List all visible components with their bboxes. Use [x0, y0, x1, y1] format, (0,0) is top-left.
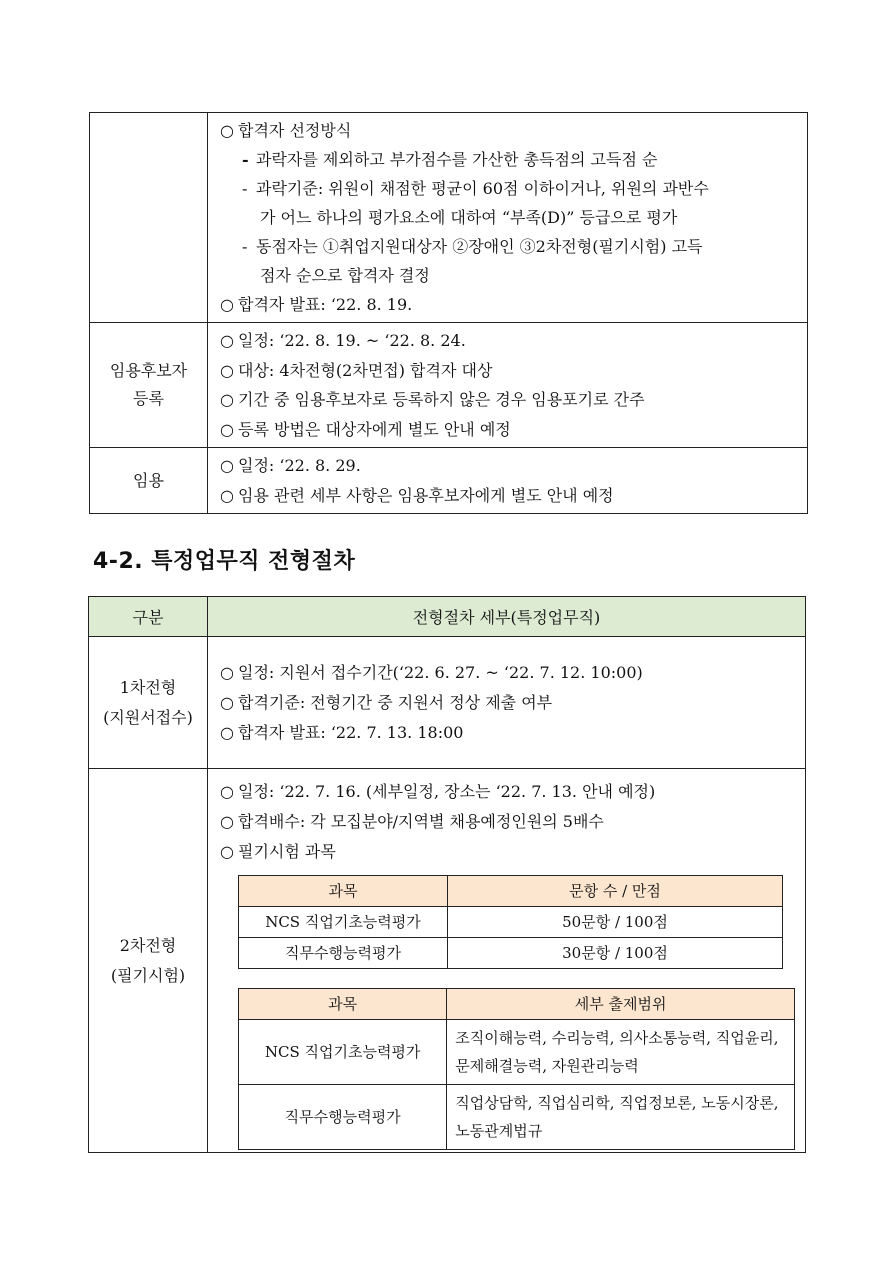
- circle-bullet-icon: ○: [220, 782, 234, 801]
- table-row: [239, 1085, 795, 1150]
- table-row: [239, 938, 783, 969]
- row-label-empty: [90, 113, 208, 323]
- header-detail: 전형절차 세부(특정업무직): [208, 597, 806, 637]
- header-subject: 과목: [239, 989, 447, 1020]
- row-content: [208, 448, 808, 514]
- subject-cell: NCS 직업기초능력평가: [239, 1020, 447, 1085]
- list-item: ○ 필기시험 과목: [220, 837, 795, 867]
- scope-cell: 직업상담학, 직업심리학, 직업정보론, 노동시장론, 노동관계법규: [447, 1085, 795, 1150]
- list-item: - 과락기준: 위원이 채점한 평균이 60점 이하이거나, 위원의 과반수: [220, 174, 803, 203]
- row-label: [90, 323, 208, 448]
- circle-bullet-icon: ○: [220, 842, 234, 861]
- selection-process-table-continued: [89, 112, 808, 514]
- header-category: 구분: [89, 597, 208, 637]
- table-row: [89, 769, 806, 1153]
- label-line: 임용: [133, 470, 164, 490]
- circle-bullet-icon: ○: [220, 456, 234, 475]
- list-item-continuation: 점자 순으로 합격자 결정: [260, 266, 430, 285]
- table-header-row: [239, 989, 795, 1020]
- table-row: [90, 113, 808, 323]
- circle-bullet-icon: ○: [220, 295, 234, 314]
- circle-bullet-icon: ○: [220, 360, 234, 380]
- list-item: ○ 합격자 발표: ‘22. 8. 19.: [220, 290, 803, 319]
- label-line: (필기시험): [110, 965, 186, 985]
- row-content: [208, 113, 808, 323]
- list-item: ○ 합격자 발표: ‘22. 7. 13. 18:00: [220, 718, 795, 748]
- circle-bullet-icon: ○: [220, 722, 234, 742]
- table-header-row: [239, 876, 783, 907]
- list-item: ○ 합격배수: 각 모집분야/지역별 채용예정인원의 5배수: [220, 807, 795, 837]
- dash-bullet-icon: -: [242, 179, 248, 198]
- row-content: [208, 769, 806, 1153]
- list-item: ○ 임용 관련 세부 사항은 임용후보자에게 별도 안내 예정: [220, 481, 803, 511]
- label-line: 등록: [133, 389, 164, 408]
- row-label: [89, 637, 208, 769]
- circle-bullet-icon: ○: [220, 331, 234, 350]
- table-row: [239, 1020, 795, 1085]
- circle-bullet-icon: ○: [220, 812, 234, 831]
- table-row: [89, 637, 806, 769]
- list-item: ○ 대상: 4차전형(2차면접) 합격자 대상: [220, 356, 803, 386]
- questions-cell: 50문항 / 100점: [448, 907, 783, 938]
- row-label: [89, 769, 208, 1153]
- list-item: - 과락자를 제외하고 부가점수를 가산한 총득점의 고득점 순: [220, 145, 803, 174]
- list-item: ○ 일정: ‘22. 7. 16. (세부일정, 장소는 ‘22. 7. 13. 안내 예정): [220, 777, 795, 807]
- list-item: ○ 일정: ‘22. 8. 19. ~ ‘22. 8. 24.: [220, 326, 803, 356]
- subject-cell: 직무수행능력평가: [239, 1085, 447, 1150]
- subject-cell: 직무수행능력평가: [239, 938, 448, 969]
- row-content: [208, 637, 806, 769]
- scope-cell: 조직이해능력, 수리능력, 의사소통능력, 직업윤리, 문제해결능력, 자원관리능력: [447, 1020, 795, 1085]
- row-content: [208, 323, 808, 448]
- label-line: 2차전형: [119, 935, 177, 955]
- dash-bullet-icon: -: [242, 237, 248, 256]
- circle-bullet-icon: ○: [220, 419, 234, 439]
- table-row: [90, 448, 808, 514]
- dash-bullet-icon: -: [242, 150, 249, 169]
- list-item: ○ 기간 중 임용후보자로 등록하지 않은 경우 임용포기로 간주: [220, 385, 803, 415]
- questions-cell: 30문항 / 100점: [448, 938, 783, 969]
- table-row: [90, 323, 808, 448]
- circle-bullet-icon: ○: [220, 485, 234, 505]
- circle-bullet-icon: ○: [220, 121, 234, 140]
- header-scope: 세부 출제범위: [447, 989, 795, 1020]
- label-line: (지원서접수): [103, 707, 193, 727]
- label-line: 임용후보자: [109, 361, 188, 380]
- section-heading: 4-2. 특정업무직 전형절차: [93, 549, 356, 574]
- list-item: ○ 등록 방법은 대상자에게 별도 안내 예정: [220, 415, 803, 445]
- header-subject: 과목: [239, 876, 448, 907]
- list-item: ○ 합격기준: 전형기간 중 지원서 정상 제출 여부: [220, 688, 795, 718]
- header-questions: 문항 수 / 만점: [448, 876, 783, 907]
- circle-bullet-icon: ○: [220, 390, 234, 409]
- list-item: ○ 일정: 지원서 접수기간(‘22. 6. 27. ~ ‘22. 7. 12. 10:00): [220, 658, 795, 688]
- exam-scope-table: [238, 988, 795, 1150]
- circle-bullet-icon: ○: [220, 692, 234, 712]
- special-duty-process-table: [88, 596, 806, 1153]
- table-row: [239, 907, 783, 938]
- table-header-row: [89, 597, 806, 637]
- row-label: [90, 448, 208, 514]
- label-line: 1차전형: [119, 677, 177, 697]
- list-item: ○ 일정: ‘22. 8. 29.: [220, 451, 803, 481]
- list-item: - 동점자는 ①취업지원대상자 ②장애인 ③2차전형(필기시험) 고득: [220, 232, 803, 261]
- list-item-continuation: 가 어느 하나의 평가요소에 대하여 “부족(D)” 등급으로 평가: [260, 208, 678, 227]
- exam-score-table: [238, 875, 783, 969]
- circle-bullet-icon: ○: [220, 662, 234, 682]
- list-item: ○ 합격자 선정방식: [220, 116, 803, 145]
- subject-cell: NCS 직업기초능력평가: [239, 907, 448, 938]
